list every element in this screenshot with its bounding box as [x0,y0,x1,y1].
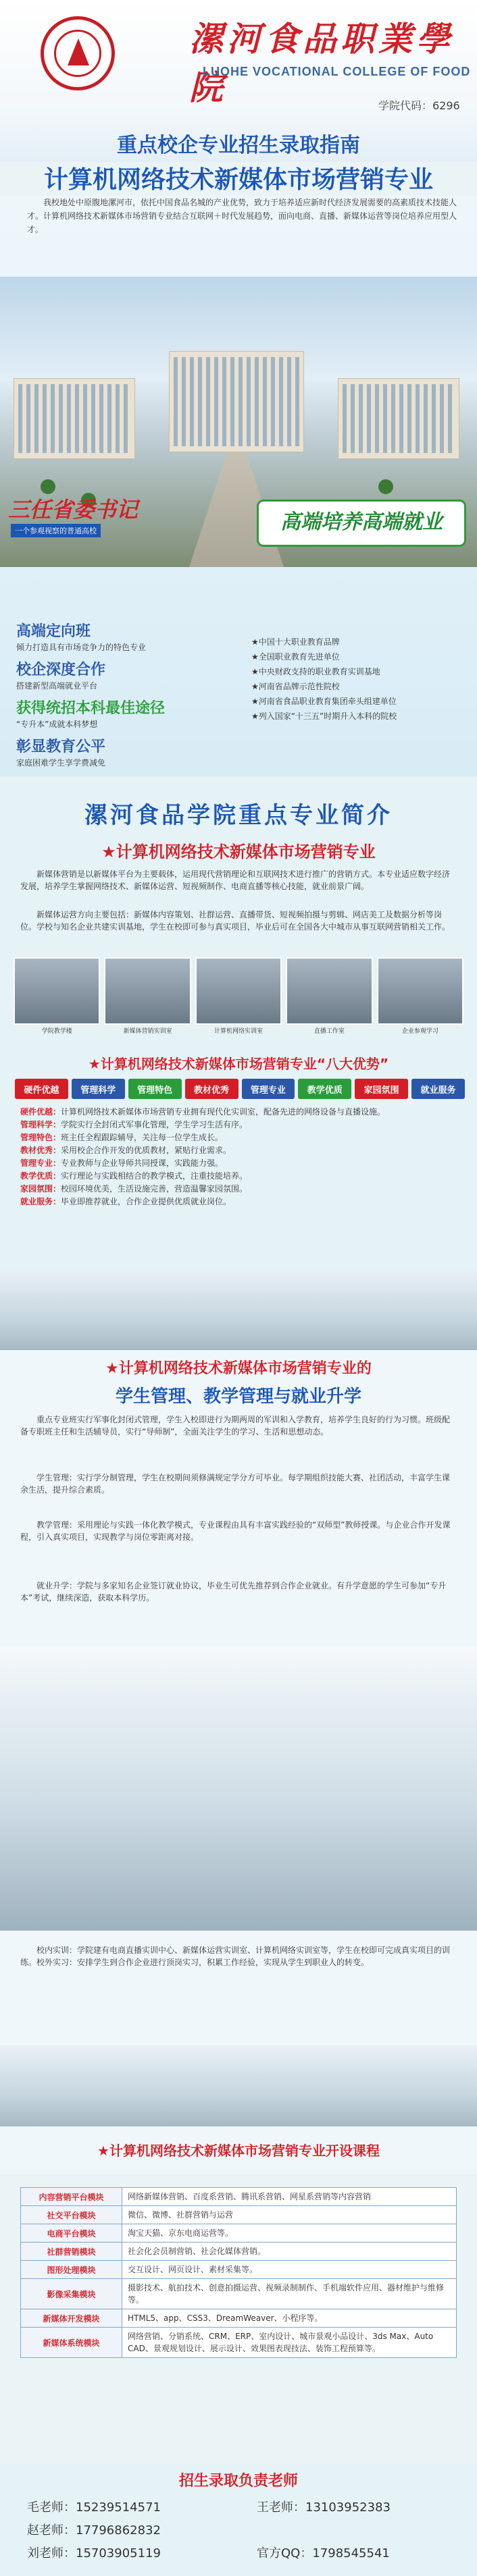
photo [195,957,282,1025]
advantage-value: 采用校企合作开发的优质教材，紧贴行业需求。 [61,1146,232,1155]
feature-title: 校企深度合作 [16,662,106,678]
course-row [21,2243,457,2261]
advantage-tag: 就业服务 [411,1079,465,1099]
course-row [21,2261,457,2279]
hero-section [0,196,477,776]
contact-line: 刘老师：15703905119 [27,2546,161,2560]
honor-banner [3,493,192,540]
advantage-value: 校园环境优美，生活设施完善，营造温馨家园氛围。 [61,1184,248,1193]
mgmt-title: ★计算机网络技术新媒体市场营销专业的 [105,1360,372,1377]
guide-title: 重点校企专业招生录取指南 [117,134,360,157]
course-module: 内容营销平台模块 [21,2188,122,2206]
mgmt-para: 就业升学：学院与多家知名企业签订就业协议，毕业生可优先推荐到合作企业就业。有升学意愿的学生可参加“专升本”考试，继续深造，获取本科学历。 [20,1581,447,1603]
course-module: 社交平台模块 [21,2206,122,2224]
course-row [21,2328,457,2358]
advantage-item [20,1131,459,1144]
advantage-value: 毕业即推荐就业，合作企业提供优质就业岗位。 [61,1197,232,1206]
advantages-title: ★计算机网络技术新媒体市场营销专业“八大优势” [88,1056,389,1072]
photo-caption: 新媒体营销实训室 [123,1028,172,1035]
intro-para: 新媒体营销是以新媒体平台为主要载体，运用现代营销理论和互联网技术进行推广的营销方式。本专业适应数字经济发展，培养学生掌握网络技术、新媒体运营、短视频制作、电商直播等核心技能，就业前景广阔。 [20,869,451,891]
course-content: 淘宝天猫、京东电商运营等。 [122,2224,457,2243]
feature-title: 获得统招本科最佳途径 [16,700,166,717]
courses-title: ★计算机网络技术新媒体市场营销专业开设课程 [97,2143,380,2159]
feature-title: 彰显教育公平 [16,739,106,755]
honor-item: ★河南省品牌示范性院校 [251,682,340,691]
major-title: 计算机网络技术新媒体市场营销专业 [43,166,433,194]
contact-line: 王老师：13103952383 [257,2500,391,2515]
contact-line: 官方QQ：1798545541 [257,2546,390,2560]
campus-building [338,378,459,459]
advantage-value: 实行理论与实践相结合的教学模式，注重技能培养。 [61,1171,248,1181]
honor-banner-sub: 一个参观视察的普通高校 [11,524,101,537]
photo-captions [14,1027,463,1036]
advantage-value: 专业教师与企业导师共同授课，实践能力强。 [61,1158,224,1168]
advantage-item [20,1157,459,1170]
course-content: 交互设计、网页设计、素材采集等。 [122,2261,457,2279]
mgmt-para: 教学管理：采用理论与实践一体化教学模式，专业课程由具有丰富实践经验的“双师型”教师授课。与企业合作开发课程，引入真实项目，实现教学与岗位零距离对接。 [20,1520,451,1542]
advantage-tag: 管理科学 [72,1079,125,1099]
advantage-item [20,1183,459,1196]
course-module: 新媒体系统模块 [21,2328,122,2358]
school-name-cn: 漯河食品职業學院 [189,19,454,107]
photo [14,957,100,1025]
school-code: 学院代码：6296 [378,99,460,112]
contact-title: 招生录取负责老师 [178,2473,298,2490]
intro-section [0,776,477,1269]
advantage-item [20,1119,459,1131]
course-content: 网络新媒体营销、百度系营销、腾讯系营销、网星系营销等内容营销 [122,2188,457,2206]
course-module: 电商平台模块 [21,2224,122,2243]
tree [41,479,55,494]
honor-item: ★列入国家“十三五”时期升入本科的院校 [251,712,397,721]
course-table [20,2187,457,2358]
honor-banner-text: 三任省委书记 [8,497,139,522]
advantage-tag: 教材优秀 [185,1079,238,1099]
course-content: 社会化会员制营销、社会化媒体营销。 [122,2243,457,2261]
advantage-value: 学院实行全封闭式军事化管理，学生学习生活有序。 [61,1120,248,1129]
honor-list [251,635,468,724]
intro-title: 漯河食品学院重点专业简介 [84,802,393,829]
photo-caption: 企业参观学习 [401,1028,438,1035]
contact-section [0,2464,477,2576]
feature-desc: 倾力打造具有市场竞争力的特色专业 [16,643,147,652]
photo-row [14,957,463,1025]
advantage-item [20,1106,459,1119]
advantage-key: 管理科学： [20,1120,61,1129]
advantage-tag: 硬件优越 [15,1079,68,1099]
contact-line: 毛老师：15239514571 [27,2500,161,2515]
intro-subtitle: ★计算机网络技术新媒体市场营销专业 [101,842,376,861]
mgmt-subtitle: 学生管理、教学管理与就业升学 [115,1387,361,1407]
photo-caption: 学院教学楼 [41,1028,72,1035]
header [0,0,477,194]
honor-item: ★河南省食品职业教育集团牵头组建单位 [251,697,397,706]
tree [378,479,393,494]
course-module: 新媒体开发模块 [21,2309,122,2328]
advantage-key: 管理专业： [20,1158,61,1168]
advantage-key: 管理特色： [20,1133,61,1142]
advantage-value: 计算机网络技术新媒体市场营销专业拥有现代化实训室，配备先进的网络设备与直播设施。 [61,1107,386,1117]
intro-para: 新媒体运营方向主要包括：新媒体内容策划、社群运营、直播带货、短视频拍摄与剪辑、网店美工及数据分析等岗位。学校与知名企业共建实训基地，学生在校即可参与真实项目，毕业后可在全国各大中城市从事互联网营销相关工作。 [20,910,451,932]
course-row [21,2206,457,2224]
photo-caption: 直播工作室 [313,1028,345,1035]
course-content: HTML5、app、CSS3、DreamWeaver、小程序等。 [122,2309,457,2328]
feature-desc: 搭建新型高端就业平台 [16,681,98,691]
course-content: 摄影技术、航拍技术、创意拍摄运营、视频录制制作、手机端软件应用、器材维护与维修等。 [122,2279,457,2309]
campus-photo-2 [0,1647,477,1931]
city-skyline [0,2045,477,2126]
honor-item: ★中央财政支持的职业教育实训基地 [251,667,380,676]
advantage-item [20,1144,459,1157]
feature-desc: 家庭困难学生享学费减免 [16,758,106,768]
feature-title: 高端定向班 [16,623,91,640]
course-module: 社群营销模块 [21,2243,122,2261]
advantage-tag: 教学优质 [298,1079,351,1099]
advantage-item [20,1196,459,1208]
course-row [21,2188,457,2206]
city-skyline [0,1269,477,1350]
advantage-tag: 管理专业 [242,1079,295,1099]
feature-desc: “专升本”成就本科梦想 [16,720,98,729]
mgmt-para: 重点专业班实行军事化封闭式管理，学生入校即进行为期两周的军训和入学教育，培养学生良好的行为习惯。班级配备专职班主任和生活辅导员，实行“导师制”，全面关注学生的学习、生活和思想动态。 [20,1415,451,1437]
course-module: 影像采集模块 [21,2279,122,2309]
course-row [21,2279,457,2309]
school-name-en: LUOHE VOCATIONAL COLLEGE OF FOOD [203,65,471,78]
advantage-tag: 管理特色 [128,1079,182,1099]
advantage-tags [15,1079,465,1099]
advantage-tag: 家园氛围 [355,1079,408,1099]
honor-item: ★中国十大职业教育品牌 [251,637,340,647]
photo [377,957,463,1025]
photo [104,957,191,1025]
mgmt-para: 校内实训：学院建有电商直播实训中心、新媒体运营实训室、计算机网络实训室等，学生在校即可完成真实项目的训练。校外实习：安排学生到合作企业进行顶岗实习，积累工作经验，实现从学生到职业人的转变。 [20,1946,451,1967]
course-module: 图形处理模块 [21,2261,122,2279]
advantage-key: 教材优秀： [20,1146,61,1155]
course-row [21,2224,457,2243]
honor-item: ★全国职业教育先进单位 [251,652,340,662]
course-row [21,2309,457,2328]
mgmt-para: 学生管理：实行学分制管理，学生在校期间须修满规定学分方可毕业。每学期组织技能大赛、社团活动，丰富学生课余生活，提升综合素质。 [20,1473,451,1495]
advantage-key: 教学优质： [20,1171,61,1181]
contact-line: 赵老师：17796862832 [27,2523,161,2538]
management-section [0,1269,477,2174]
campus-building [14,378,135,459]
advantage-list [20,1106,459,1208]
advantage-key: 硬件优越： [20,1107,61,1117]
course-content: 微信、微博、社群营销与运营 [122,2206,457,2224]
photo [286,957,372,1025]
advantage-key: 家园氛围： [20,1184,61,1193]
campus-building [169,351,304,452]
advantage-key: 就业服务： [20,1197,61,1206]
course-content: 网络营销、分销系统、CRM、ERP、室内设计、城市景观小品设计、3ds Max、Auto CAD、景观规划设计、展示设计、效果图表现技法、装饰工程预算等。 [122,2328,457,2358]
school-logo [41,16,115,90]
advantage-value: 班主任全程跟踪辅导，关注每一位学生成长。 [61,1133,224,1142]
hero-intro: 我校地处中原腹地漯河市，依托中国食品名城的产业优势，致力于培养适应新时代经济发展需要的高素质技术技能人才。计算机网络技术新媒体市场营销专业结合互联网＋时代发展趋势，面向电商、直播、新媒体运营等岗位培养应用型人才。 [27,198,457,234]
photo-caption: 计算机网络实训室 [214,1028,263,1035]
feature-list [16,614,239,768]
slogan-tag: 高端培养高端就业 [257,500,466,547]
advantage-item [20,1170,459,1183]
